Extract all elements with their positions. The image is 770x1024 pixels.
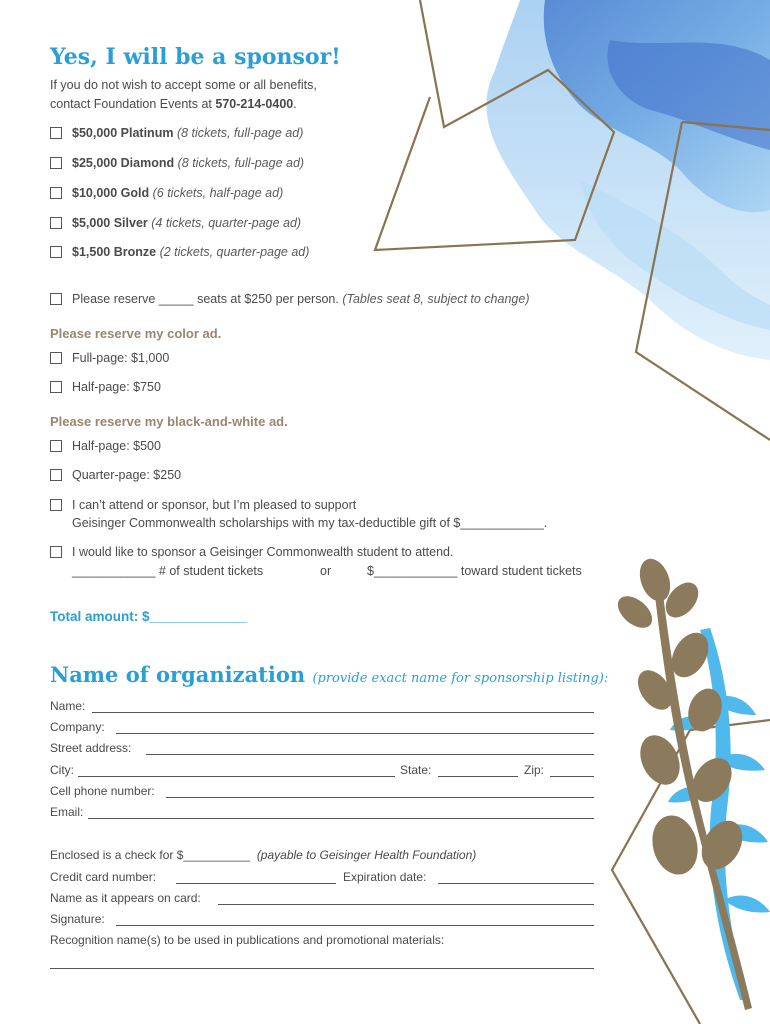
checkbox-bw-quarter-page[interactable] xyxy=(50,469,62,481)
checkbox-bronze[interactable] xyxy=(50,246,62,258)
level-bronze: $1,500 Bronze (2 tickets, quarter-page ad) xyxy=(72,245,310,259)
intro-line-1: If you do not wish to accept some or all benefits, xyxy=(50,78,317,92)
company-field[interactable] xyxy=(116,733,594,734)
zip-label: Zip: xyxy=(524,763,545,777)
bw-half-page: Half-page: $500 xyxy=(72,439,161,453)
check-note: (payable to Geisinger Health Foundation) xyxy=(256,848,477,862)
student-line-1: I would like to sponsor a Geisinger Commonwealth student to attend. xyxy=(72,545,454,559)
expiration-field[interactable] xyxy=(438,883,594,884)
phone-number: 570-214-0400 xyxy=(215,97,294,111)
checkbox-color-half-page[interactable] xyxy=(50,381,62,393)
level-diamond: $25,000 Diamond (8 tickets, full-page ad) xyxy=(72,156,305,170)
name-on-card-label: Name as it appears on card: xyxy=(50,891,201,905)
company-label: Company: xyxy=(50,720,105,734)
checkbox-silver[interactable] xyxy=(50,217,62,229)
checkbox-gold[interactable] xyxy=(50,187,62,199)
credit-card-label: Credit card number: xyxy=(50,870,157,884)
city-field[interactable] xyxy=(78,776,395,777)
cell-label: Cell phone number: xyxy=(50,784,155,798)
check-line: Enclosed is a check for $__________ (payable to Geisinger Health Foundation) xyxy=(50,848,477,862)
reserve-seats: Please reserve _____ seats at $250 per person. (Tables seat 8, subject to change) xyxy=(72,292,530,306)
checkbox-gift[interactable] xyxy=(50,499,62,511)
checkbox-bw-half-page[interactable] xyxy=(50,440,62,452)
total-amount-blank[interactable]: _____________ xyxy=(149,609,248,624)
level-gold: $10,000 Gold (6 tickets, half-page ad) xyxy=(72,186,284,200)
signature-label: Signature: xyxy=(50,912,105,926)
name-field[interactable] xyxy=(92,712,594,713)
checkbox-reserve-seats[interactable] xyxy=(50,293,62,305)
email-field[interactable] xyxy=(88,818,594,819)
recognition-field[interactable] xyxy=(50,968,594,969)
street-label: Street address: xyxy=(50,741,132,755)
color-half-page: Half-page: $750 xyxy=(72,380,161,394)
recognition-label: Recognition name(s) to be used in publications and promotional materials: xyxy=(50,933,445,947)
level-silver: $5,000 Silver (4 tickets, quarter-page ad) xyxy=(72,216,302,230)
state-field[interactable] xyxy=(438,776,518,777)
bw-ad-heading: Please reserve my black-and-white ad. xyxy=(50,414,288,429)
watercolor-wash xyxy=(486,0,770,360)
blue-sprigs xyxy=(668,628,770,1000)
intro-line-2-suffix: . xyxy=(293,97,297,111)
intro-line-2-prefix: contact Foundation Events at xyxy=(50,97,216,111)
student-tickets: ____________ # of student tickets xyxy=(72,564,264,578)
zip-field[interactable] xyxy=(550,776,594,777)
checkbox-color-full-page[interactable] xyxy=(50,352,62,364)
checkbox-diamond[interactable] xyxy=(50,157,62,169)
expiration-label: Expiration date: xyxy=(343,870,427,884)
gift-line-1: I can’t attend or sponsor, but I’m pleased to support xyxy=(72,498,357,512)
checkbox-platinum[interactable] xyxy=(50,127,62,139)
checkbox-student[interactable] xyxy=(50,546,62,558)
sponsor-title: Yes, I will be a sponsor! xyxy=(50,44,341,70)
name-on-card-field[interactable] xyxy=(218,904,594,905)
total-amount: Total amount: $_____________ xyxy=(50,609,248,624)
gift-line-2: Geisinger Commonwealth scholarships with my tax-deductible gift of $____________. xyxy=(72,516,548,530)
name-label: Name: xyxy=(50,699,86,713)
intro-text xyxy=(50,76,380,114)
student-amount: $____________ toward student tickets xyxy=(367,564,582,578)
state-label: State: xyxy=(400,763,432,777)
city-label: City: xyxy=(50,763,74,777)
street-field[interactable] xyxy=(146,754,594,755)
color-full-page: Full-page: $1,000 xyxy=(72,351,170,365)
organization-title: Name of organization (provide exact name for sponsorship listing): xyxy=(50,662,609,687)
email-label: Email: xyxy=(50,805,84,819)
tan-leaf-branch xyxy=(612,555,752,1010)
credit-card-field[interactable] xyxy=(176,883,336,884)
signature-field[interactable] xyxy=(116,925,594,926)
student-or: or xyxy=(320,564,332,578)
organization-note: (provide exact name for sponsorship listing): xyxy=(312,671,609,686)
color-ad-heading: Please reserve my color ad. xyxy=(50,326,222,341)
level-platinum: $50,000 Platinum (8 tickets, full-page ad) xyxy=(72,126,304,140)
bw-quarter-page: Quarter-page: $250 xyxy=(72,468,182,482)
cell-field[interactable] xyxy=(166,797,594,798)
